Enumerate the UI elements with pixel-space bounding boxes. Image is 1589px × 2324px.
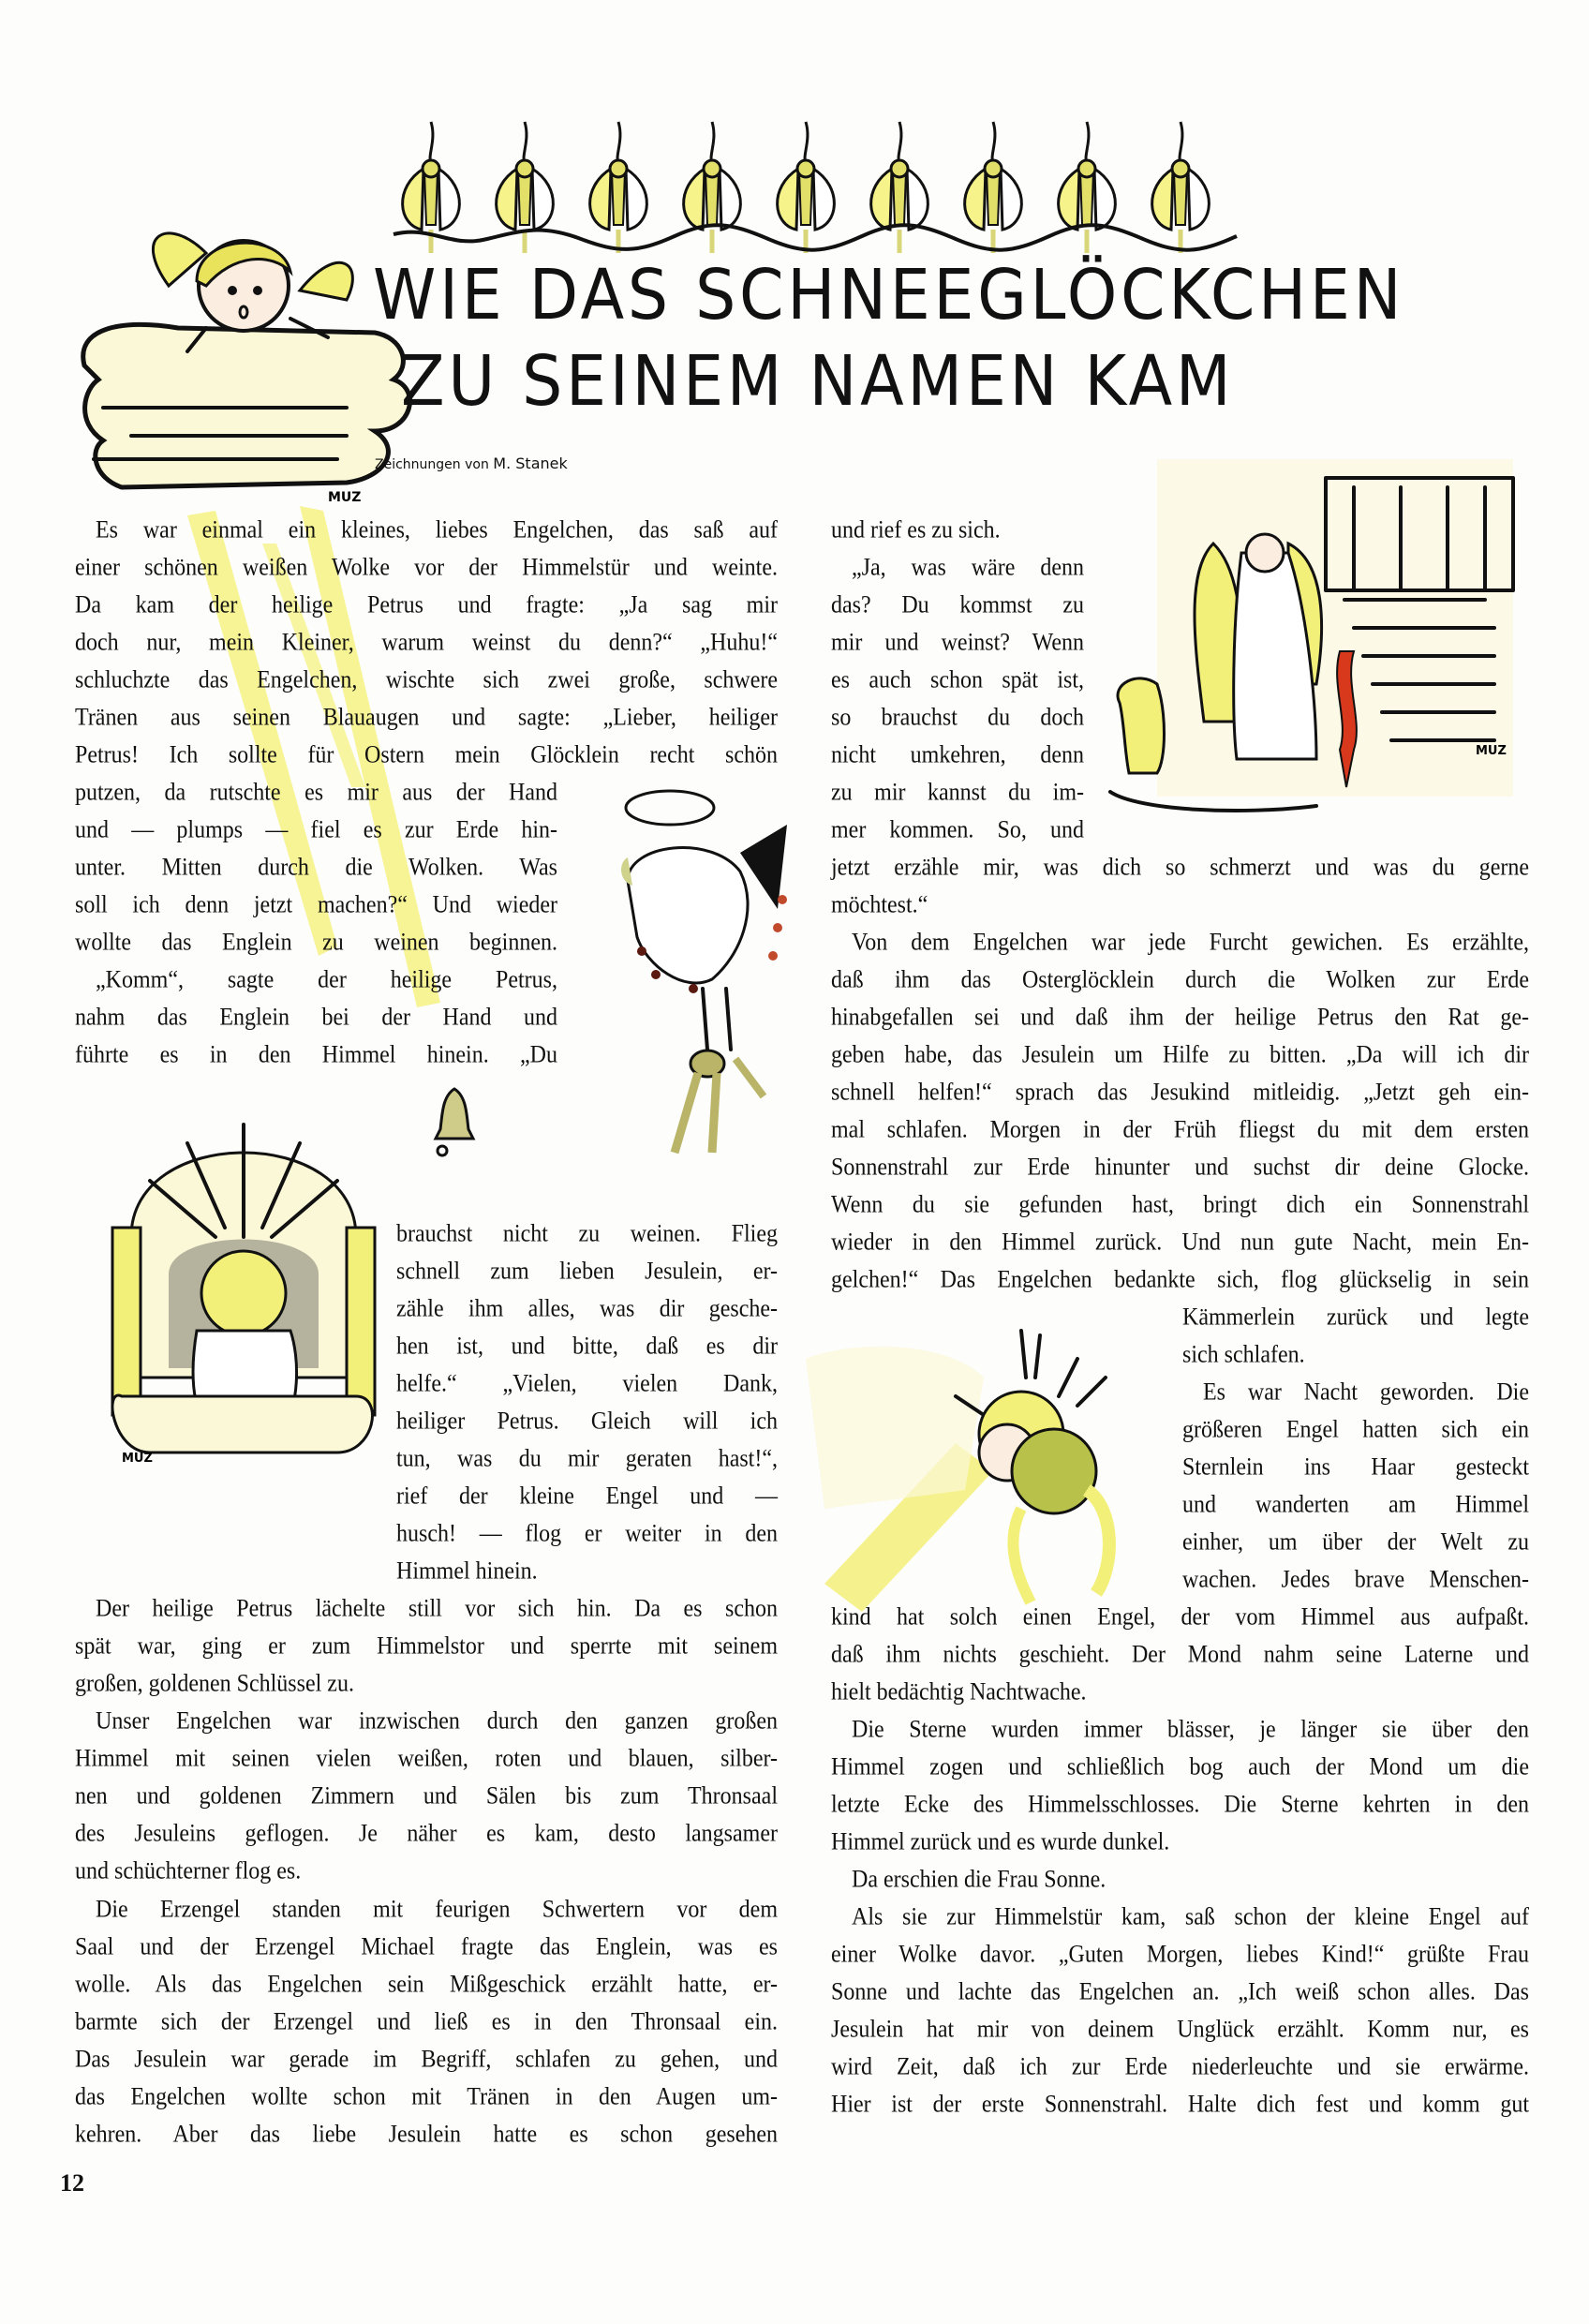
snowdrop-flower [778, 122, 835, 253]
text-line: Da erschien die Frau Sonne. [852, 1865, 1106, 1893]
text-line: Himmel mit seinen vielen weißen, roten und blauen, silber- [75, 1744, 778, 1772]
text-line: sich schlafen. [1182, 1340, 1305, 1368]
text-line: kehren. Aber das liebe Jesulein hatte es schon gesehen [75, 2120, 778, 2148]
text-line: unter. Mitten durch die Wolken. Was [75, 853, 557, 881]
page-number: 12 [60, 2169, 84, 2197]
text-line: Als sie zur Himmelstür kam, saß schon der kleine Engel auf [852, 1902, 1529, 1930]
text-line: hen ist, und bitte, daß es dir [396, 1332, 778, 1360]
text-line: einer schönen weißen Wolke vor der Himmelstür und weinte. [75, 553, 778, 581]
text-line: des Jesuleins geflogen. Je näher es kam, desto langsamer [75, 1819, 778, 1847]
text-line: nen und goldenen Zimmern und Sälen bis zum Thronsaal [75, 1781, 778, 1810]
text-line: soll ich denn jetzt machen?“ Und wieder [75, 890, 557, 918]
illustration-credit [375, 454, 568, 472]
text-line: schluchzte das Engelchen, wischte sich zwei große, schwere [75, 665, 778, 693]
text-line: spät war, ging er zum Himmelstor und sperrte mit seinem [75, 1631, 778, 1660]
crying-angel-in-niche-illustration [94, 1087, 394, 1466]
petrus-with-keys-illustration [600, 778, 815, 1171]
text-line: gelchen!“ Das Engelchen bedankte sich, flog glückselig in sein [831, 1265, 1529, 1293]
snowdrop-flower [1059, 122, 1116, 253]
text-line: Wenn du sie gefunden hast, bringt dich ein Sonnenstrahl [831, 1190, 1529, 1218]
article-title-line-2: ZU SEINEM NAMEN KAM [401, 341, 1235, 422]
text-line: schnell helfen!“ sprach das Jesukind mitleidig. „Jetzt geh ein- [831, 1078, 1529, 1106]
text-line: Da kam der heilige Petrus und fragte: „Ja sag mir [75, 590, 778, 618]
text-line: so brauchst du doch [831, 703, 1084, 731]
text-line: brauchst nicht zu weinen. Flieg [396, 1219, 778, 1247]
angel-embraced-in-light-illustration [806, 1321, 1162, 1621]
text-line: Unser Engelchen war inzwischen durch den ganzen großen [96, 1706, 778, 1735]
text-line: barmte sich der Erzengel und ließ es in den Thronsaal ein. [75, 2007, 778, 2035]
text-line: wachen. Jedes brave Menschen- [1182, 1565, 1529, 1593]
text-line: nahm das Englein bei der Hand und [75, 1003, 557, 1031]
text-line: Kämmerlein zurück und legte [1182, 1303, 1529, 1331]
text-line: einher, um über der Welt zu [1182, 1527, 1529, 1556]
text-line: zu mir kannst du im- [831, 778, 1084, 806]
text-line: Sonne und lachte das Engelchen an. „Ich weiß schon alles. Das [831, 1977, 1529, 2005]
text-line: das? Du kommst zu [831, 590, 1084, 618]
snowdrop-flower [871, 122, 928, 253]
text-line: rief der kleine Engel und — [396, 1482, 778, 1510]
credit-name: M. Stanek [493, 454, 568, 472]
text-line: hinabgefallen sei und daß ihm der heilige Petrus den Rat ge- [831, 1003, 1529, 1031]
text-line: kind hat solch einen Engel, der vom Himmel aus aufpaßt. [831, 1602, 1529, 1631]
text-line: wolle. Als das Engelchen sein Mißgeschick erzählt hatte, er- [75, 1970, 778, 1998]
snowdrop-flower [1152, 122, 1210, 253]
text-line: das Engelchen wollte schon mit Tränen in den Augen um- [75, 2082, 778, 2110]
text-line: Petrus! Ich sollte für Ostern mein Glöcklein recht schön [75, 740, 778, 768]
text-line: tun, was du mir geraten hast!“, [396, 1444, 778, 1472]
text-line: Der heilige Petrus lächelte still vor sich hin. Da es schon [96, 1594, 778, 1622]
text-line: Sternlein ins Haar gesteckt [1182, 1452, 1529, 1481]
text-line: putzen, da rutschte es mir aus der Hand [75, 778, 557, 806]
text-line: mer kommen. So, und [831, 815, 1084, 843]
snowdrop-flower [684, 122, 741, 253]
text-line: Das Jesulein war gerade im Begriff, schlafen zu gehen, und [75, 2045, 778, 2073]
illustrator-signature: MUZ [328, 490, 362, 505]
snowdrop-flower [965, 122, 1022, 253]
text-line: doch nur, mein Kleiner, warum weinst du denn?“ „Huhu!“ [75, 628, 778, 656]
snowdrop-border-illustration [394, 112, 1293, 253]
text-line: Saal und der Erzengel Michael fragte das Englein, was es [75, 1932, 778, 1960]
text-line: Sonnenstrahl zur Erde hinunter und suchst dir deine Glocke. [831, 1153, 1529, 1181]
text-line: Jesulein hat mir von deinem Unglück erzählt. Komm nur, es [831, 2015, 1529, 2043]
text-line: es auch schon spät ist, [831, 665, 1084, 693]
text-line: Es war einmal ein kleines, liebes Engelchen, das saß auf [96, 515, 778, 544]
text-line: Himmel hinein. [396, 1557, 538, 1585]
text-line: daß ihm das Osterglöcklein durch die Wolken zur Erde [831, 965, 1529, 993]
text-line: Von dem Engelchen war jede Furcht gewichen. Es erzählte, [852, 928, 1529, 956]
text-line: großen, goldenen Schlüssel zu. [75, 1669, 354, 1697]
bell-illustration [431, 1087, 478, 1162]
text-line: wird Zeit, daß ich zur Erde niederleuchte und sie erwärme. [831, 2052, 1529, 2080]
text-line: helfe.“ „Vielen, vielen Dank, [396, 1369, 778, 1397]
text-line: heiliger Petrus. Gleich will ich [396, 1407, 778, 1435]
text-line: und wanderten am Himmel [1182, 1490, 1529, 1518]
text-line: mal schlafen. Morgen in der Früh fliegst du mit dem ersten [831, 1115, 1529, 1143]
text-line: führte es in den Himmel hinein. „Du [75, 1040, 557, 1068]
text-line: letzte Ecke des Himmelsschlosses. Die Sterne kehrten in den [831, 1790, 1529, 1818]
text-line: und schüchterner flog es. [75, 1856, 302, 1885]
text-line: „Komm“, sagte der heilige Petrus, [96, 965, 557, 993]
text-line: und rief es zu sich. [831, 515, 1001, 544]
text-line: Himmel zogen und schließlich bog auch der Mond um die [831, 1752, 1529, 1780]
text-line: Hier ist der erste Sonnenstrahl. Halte dich fest und komm gut [831, 2090, 1529, 2118]
text-line: wieder in den Himmel zurück. Und nun gute Nacht, mein En- [831, 1228, 1529, 1256]
text-line: hielt bedächtig Nachtwache. [831, 1677, 1087, 1706]
text-line: zähle ihm alles, was dir gesche- [396, 1294, 778, 1322]
archangel-at-stairs-illustration [1101, 440, 1541, 843]
text-line: Es war Nacht geworden. Die [1203, 1378, 1529, 1406]
text-line: jetzt erzähle mir, was dich so schmerzt und was du gerne [831, 853, 1529, 881]
text-line: mir und weinst? Wenn [831, 628, 1084, 656]
text-line: möchtest.“ [831, 890, 928, 918]
illustrator-signature: MUZ [122, 1452, 153, 1466]
illustrator-signature: MUZ [1476, 744, 1507, 758]
text-line: nicht umkehren, denn [831, 740, 1084, 768]
credit-prefix: Zeichnungen von [375, 457, 489, 472]
text-line: größeren Engel hatten sich ein [1182, 1415, 1529, 1443]
text-line: Die Erzengel standen mit feurigen Schwertern vor dem [96, 1895, 778, 1923]
text-line: Himmel zurück und es wurde dunkel. [831, 1827, 1170, 1855]
text-line: Tränen aus seinen Blauaugen und sagte: „Lieber, heiliger [75, 703, 778, 731]
text-line: „Ja, was wäre denn [852, 553, 1084, 581]
text-line: husch! — flog er weiter in den [396, 1519, 778, 1547]
article-title-line-1: WIE DAS SCHNEEGLÖCKCHEN [373, 255, 1405, 335]
snowdrop-flower [590, 122, 647, 253]
text-line: und — plumps — fiel es zur Erde hin- [75, 815, 557, 843]
text-line: geben habe, das Jesulein um Hilfe zu bitten. „Da will ich dir [831, 1040, 1529, 1068]
text-line: Die Sterne wurden immer blässer, je länger sie über den [852, 1715, 1529, 1743]
text-line: daß ihm nichts geschieht. Der Mond nahm seine Laterne und [831, 1640, 1529, 1668]
text-line: einer Wolke davor. „Guten Morgen, liebes Kind!“ grüßte Frau [831, 1940, 1529, 1968]
text-line: wollte das Englein zu weinen beginnen. [75, 928, 557, 956]
text-line: schnell zum lieben Jesulein, er- [396, 1257, 778, 1285]
